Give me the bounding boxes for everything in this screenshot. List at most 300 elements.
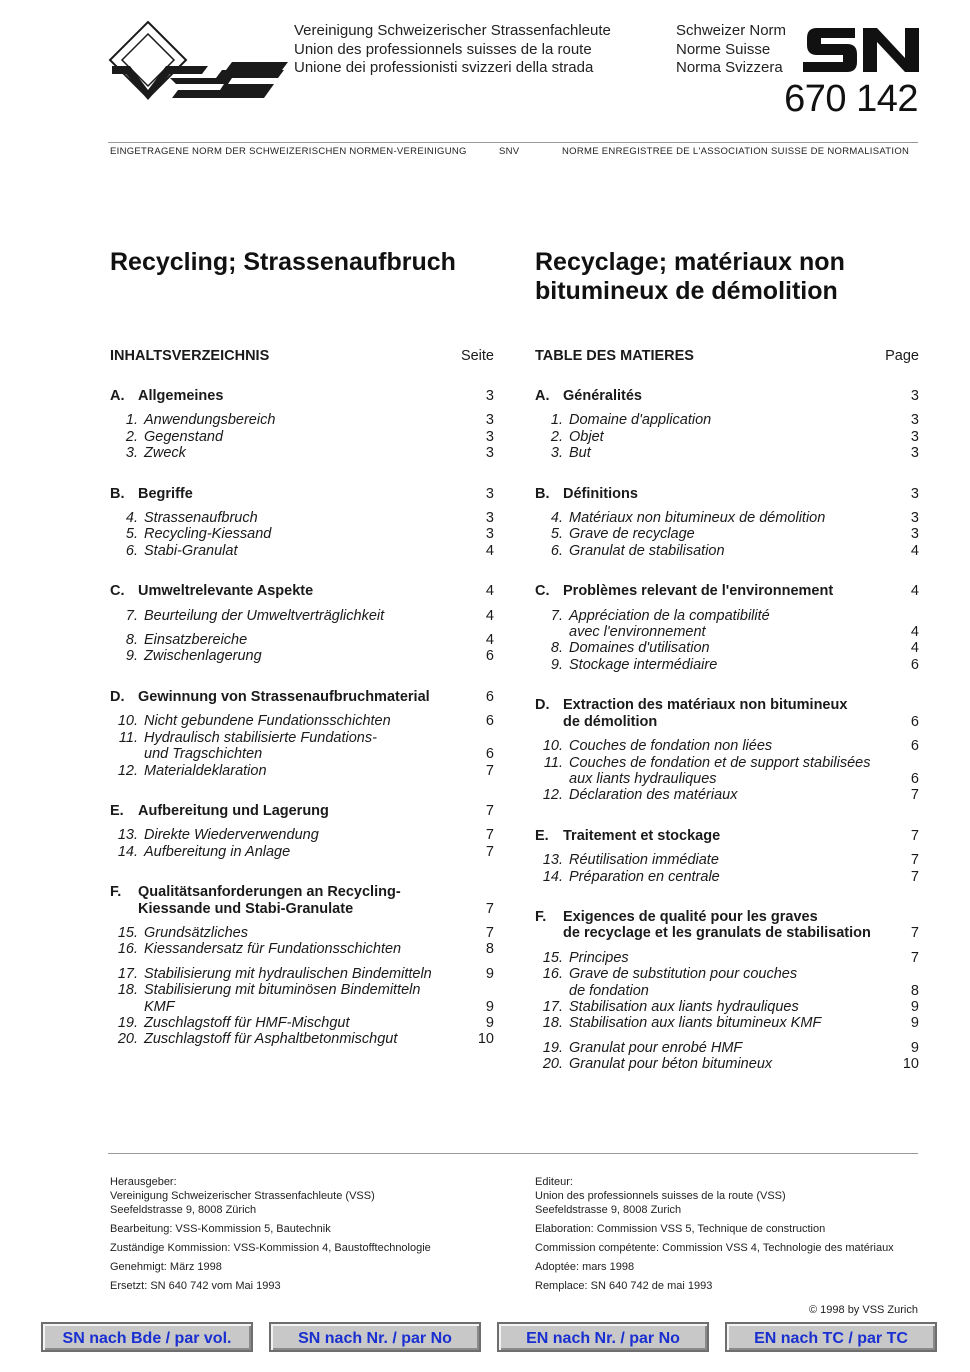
toc-section-title-line: de recyclage et les granulats de stabilisation [563, 925, 871, 942]
norm-label-it: Norma Svizzera [676, 59, 783, 76]
imprint-line: Adoptée: mars 1998 [535, 1261, 635, 1273]
toc-entry[interactable] [110, 844, 494, 860]
toc-entry-number-cell [535, 852, 563, 868]
toc-section-title [563, 486, 889, 502]
toc-entry[interactable] [110, 445, 494, 461]
toc-section [110, 388, 494, 462]
toc-section-title-line: Définitions [563, 485, 638, 502]
toc-entry-page: 7 [910, 868, 919, 885]
toc-section-title [138, 583, 464, 599]
imprint-fr [535, 1175, 935, 1298]
toc-entry-page: 3 [485, 526, 494, 543]
toc-entry[interactable] [110, 713, 494, 729]
toc-entry-number: 18. [542, 1015, 563, 1032]
toc-entry-title-line: Stabi-Granulat [144, 542, 238, 559]
toc-entry-page: 7 [485, 843, 494, 860]
toc-entry-title-line: Stabilisation aux liants hydrauliques [569, 998, 799, 1015]
toc-section-letter: A. [110, 388, 125, 404]
toc-entry-page: 4 [485, 632, 494, 649]
toc-entry-page: 3 [485, 445, 494, 462]
toc-section-title-line: Umweltrelevante Aspekte [138, 583, 314, 600]
toc-entry[interactable] [535, 526, 919, 542]
toc-section-title [563, 697, 889, 730]
toc-entry-number-cell [110, 966, 138, 982]
toc-section [110, 583, 494, 665]
toc-section-title [138, 689, 464, 705]
title-fr [535, 248, 845, 306]
toc-entry[interactable] [535, 852, 919, 868]
imprint-line: Elaboration: Commission VSS 5, Technique de construction [535, 1223, 826, 1235]
toc-entry-title [138, 763, 464, 779]
toc-entry-title [138, 445, 464, 461]
toc-entry-number-cell [535, 543, 563, 559]
toc-entry-title [563, 1040, 889, 1056]
imprint-line: Bearbeitung: VSS-Kommission 5, Bautechnik [110, 1223, 331, 1235]
toc-section [535, 697, 919, 803]
toc-body [110, 388, 494, 1048]
toc-entry-title-line: Gegenstand [144, 428, 224, 445]
toc-entry-number: 17. [542, 998, 563, 1015]
toc-entry[interactable] [110, 827, 494, 843]
toc-section-page: 7 [910, 925, 919, 942]
toc-section-letter: B. [110, 485, 125, 502]
toc-section [110, 803, 494, 860]
toc-entry-page: 3 [910, 428, 919, 445]
toc-section-page: 3 [910, 485, 919, 502]
toc-entry-title-line: aux liants hydrauliques [569, 770, 717, 787]
toc-entry[interactable] [535, 445, 919, 461]
imprint-line: Herausgeber: [110, 1176, 177, 1188]
toc-entry-number-cell [535, 950, 563, 966]
toc-entry-number-cell [535, 787, 563, 803]
toc-entry-number: 14. [117, 843, 138, 860]
toc-entry-title-line: Appréciation de la compatibilité [569, 607, 770, 624]
toc-entry-page: 9 [910, 1039, 919, 1056]
toc-section-title-line: Extraction des matériaux non bitumineux [563, 697, 848, 714]
toc-entry-number-cell [110, 429, 138, 445]
toc-section-heading [110, 388, 494, 404]
toc-entry-title [138, 429, 464, 445]
registration-snv: SNV [499, 146, 520, 157]
toc-section-title-line: Begriffe [138, 485, 193, 502]
toc-entry-title [563, 787, 889, 803]
toc-entry-title [138, 844, 464, 860]
title-fr-line-2: bitumineux de démolition [535, 277, 838, 305]
imprint-line: Vereinigung Schweizerischer Strassenfachleute (VSS) [110, 1190, 375, 1202]
toc-entry-number: 2. [125, 428, 138, 445]
toc-entry-number: 19. [117, 1014, 138, 1031]
toc-entry[interactable] [110, 526, 494, 542]
toc-section [535, 909, 919, 1073]
toc-section-title [138, 803, 464, 819]
toc-header [535, 348, 919, 364]
toc-entry-number-cell [110, 1015, 138, 1031]
toc-entry-page: 7 [910, 949, 919, 966]
toc-entry[interactable] [110, 925, 494, 941]
toc-entry-title-line: Principes [569, 949, 629, 966]
toc-entry-title [138, 510, 464, 526]
toc-entry-number: 5. [550, 526, 563, 543]
toc-page-label: Seite [460, 348, 494, 364]
organization-names [294, 22, 611, 78]
toc-entry-title [563, 526, 889, 542]
toc-entry-number-cell [535, 999, 563, 1015]
toc-entry-page: 7 [910, 787, 919, 804]
toc-section-page: 3 [485, 485, 494, 502]
toc-section-title-line: Qualitätsanforderungen an Recycling- [138, 884, 401, 901]
toc-entry-number: 16. [117, 941, 138, 958]
toc-entry-page: 8 [910, 982, 919, 999]
toc-entry-page: 6 [485, 648, 494, 665]
toc-body [535, 388, 919, 1073]
toc-entry[interactable] [535, 429, 919, 445]
toc-entry-number: 6. [550, 542, 563, 559]
toc-section-heading [535, 909, 919, 942]
toc-entry-page: 9 [485, 1014, 494, 1031]
toc-entry-number-cell [110, 608, 138, 624]
nav-button-en-by-tc[interactable]: EN nach TC / par TC [725, 1322, 937, 1352]
toc-entry[interactable] [535, 640, 919, 656]
imprint-paragraph [110, 1241, 510, 1255]
toc-entry-number: 20. [542, 1056, 563, 1073]
toc-entry-number: 19. [542, 1039, 563, 1056]
header-rule [108, 142, 918, 143]
toc-entry[interactable] [535, 657, 919, 673]
toc-entry-title-line: avec l'environnement [569, 624, 706, 641]
toc-entry-number-cell [110, 844, 138, 860]
toc-section-heading [110, 486, 494, 502]
toc-entry-number: 12. [117, 762, 138, 779]
toc-entry-number: 3. [550, 445, 563, 462]
toc-entry-page: 7 [485, 827, 494, 844]
toc-entry-title [563, 966, 889, 999]
toc-entry-number: 13. [542, 852, 563, 869]
imprint-line: Ersetzt: SN 640 742 vom Mai 1993 [110, 1280, 281, 1292]
toc-entry-page: 10 [477, 1031, 494, 1048]
toc-entry-title [563, 445, 889, 461]
toc-entry[interactable] [535, 787, 919, 803]
imprint-paragraph [535, 1222, 935, 1236]
toc-section-letter: F. [110, 884, 122, 901]
toc-entry-title-line: Grundsätzliches [144, 924, 248, 941]
toc-section-title-line: Aufbereitung und Lagerung [138, 802, 329, 819]
toc-section-letter: B. [535, 485, 550, 502]
toc-entry[interactable] [110, 608, 494, 624]
toc-entry-number-cell [110, 925, 138, 941]
toc-entry-number: 6. [125, 542, 138, 559]
toc-entry-number: 5. [125, 526, 138, 543]
toc-entry-number-cell [535, 869, 563, 885]
toc-heading: INHALTSVERZEICHNIS [110, 348, 270, 364]
toc-entry-title [563, 852, 889, 868]
imprint-paragraph [535, 1279, 935, 1293]
toc-section-page: 7 [910, 827, 919, 844]
toc-entry-title-line: Hydraulisch stabilisierte Fundations- [144, 729, 377, 746]
toc-entry-title-line: Stockage intermédiaire [569, 656, 718, 673]
toc-entry-page: 3 [910, 445, 919, 462]
toc-entry-number-cell [535, 1040, 563, 1056]
toc-entry[interactable] [110, 1015, 494, 1031]
toc-entry-number: 13. [117, 827, 138, 844]
toc-section-title [138, 486, 464, 502]
toc-entry[interactable] [535, 755, 919, 788]
toc-entry[interactable] [535, 1015, 919, 1031]
toc-entry-number-cell [110, 510, 138, 526]
toc-entry-page: 10 [902, 1056, 919, 1073]
toc-entry[interactable] [110, 543, 494, 559]
toc-entry-number: 9. [550, 656, 563, 673]
toc-section-title-line: Allgemeines [138, 388, 224, 404]
toc-section-title-line: Exigences de qualité pour les graves [563, 908, 818, 925]
toc-entry-page: 6 [485, 746, 494, 763]
nav-button-sn-by-volume[interactable]: SN nach Bde / par vol. [41, 1322, 253, 1352]
toc-entry-number-cell [535, 510, 563, 526]
imprint-paragraph [535, 1175, 935, 1217]
toc-entry-title-line: Strassenaufbruch [144, 510, 258, 527]
toc-entry-number-cell [110, 412, 138, 428]
toc-entry-title [138, 1031, 464, 1047]
toc-entry-number-cell [535, 755, 563, 788]
toc-entry-title-line: Nicht gebundene Fundationsschichten [144, 713, 391, 730]
toc-entry-title [138, 941, 464, 957]
toc-entry-title [563, 755, 889, 788]
toc-entry-page: 9 [910, 1015, 919, 1032]
toc-entry[interactable] [110, 510, 494, 526]
toc-entry[interactable] [110, 982, 494, 1015]
toc-entry-page: 3 [485, 428, 494, 445]
toc-entry-number: 18. [117, 982, 138, 999]
imprint-line: Seefeldstrasse 9, 8008 Zürich [110, 1204, 257, 1216]
document-number: 670 142 [784, 78, 918, 120]
imprint-de [110, 1175, 510, 1298]
toc-entry-page: 3 [910, 412, 919, 429]
toc-entry-number-cell [535, 966, 563, 999]
table-of-contents-de [110, 348, 494, 1072]
imprint-paragraph [110, 1279, 510, 1293]
toc-entry[interactable] [535, 869, 919, 885]
toc-entry-title [563, 412, 889, 428]
toc-entry-title-line: Direkte Wiederverwendung [144, 827, 319, 844]
toc-section-letter: D. [110, 688, 125, 705]
nav-button-sn-by-number[interactable]: SN nach Nr. / par No [269, 1322, 481, 1352]
toc-entry-title [138, 412, 464, 428]
sn-logo-graphic [803, 24, 919, 74]
toc-entry-title [563, 999, 889, 1015]
toc-section-title [563, 909, 889, 942]
imprint-paragraph [535, 1241, 935, 1255]
toc-entry-title-line: Beurteilung der Umweltverträglichkeit [144, 607, 385, 624]
toc-entry-number-cell [110, 445, 138, 461]
toc-entry-title-line: Recycling-Kiessand [144, 526, 272, 543]
toc-entry-number-cell [535, 640, 563, 656]
toc-entry-title [563, 1015, 889, 1031]
toc-entry-title-line: Réutilisation immédiate [569, 852, 719, 869]
toc-entry-title [138, 648, 464, 664]
toc-header [110, 348, 494, 364]
imprint-line: Seefeldstrasse 9, 8008 Zurich [535, 1204, 682, 1216]
toc-section-page: 4 [485, 583, 494, 600]
toc-entry[interactable] [535, 950, 919, 966]
toc-entry-page: 7 [910, 852, 919, 869]
toc-entry-number: 1. [125, 412, 138, 429]
toc-section-letter: C. [110, 583, 125, 600]
toc-entry-number-cell [110, 526, 138, 542]
toc-entry[interactable] [110, 632, 494, 648]
toc-section [110, 486, 494, 560]
toc-entry-title-line: Anwendungsbereich [144, 412, 276, 429]
toc-entry[interactable] [535, 608, 919, 641]
toc-entry-title-line: Grave de recyclage [569, 526, 695, 543]
toc-entry[interactable] [110, 941, 494, 957]
toc-entry-title-line: Aufbereitung in Anlage [144, 843, 291, 860]
toc-section-page: 7 [485, 802, 494, 819]
toc-entry-page: 3 [910, 510, 919, 527]
toc-entry-page: 4 [910, 624, 919, 641]
toc-entry-number: 3. [125, 445, 138, 462]
toc-entry-title [563, 657, 889, 673]
toc-section-letter: E. [535, 827, 549, 844]
toc-section-title-line: Généralités [563, 388, 642, 404]
toc-entry-title [563, 640, 889, 656]
toc-entry[interactable] [110, 730, 494, 763]
toc-section-heading [110, 583, 494, 599]
toc-entry-title-line: Couches de fondation et de support stabilisées [569, 754, 871, 771]
toc-entry-page: 9 [485, 998, 494, 1015]
toc-entry-title [563, 543, 889, 559]
imprint-paragraph [110, 1175, 510, 1217]
toc-entry-title-line: Objet [569, 428, 604, 445]
toc-entry-number-cell [535, 1015, 563, 1031]
toc-entry-title-line: Zuschlagstoff für Asphaltbetonmischgut [144, 1031, 398, 1048]
toc-entry-title-line: Grave de substitution pour couches [569, 966, 798, 983]
toc-entry-title-line: Einsatzbereiche [144, 632, 248, 649]
toc-entry-title [138, 982, 464, 1015]
toc-section-letter: F. [535, 908, 547, 925]
toc-entry[interactable] [535, 1040, 919, 1056]
toc-section-letter: E. [110, 802, 124, 819]
toc-entry-title-line: Déclaration des matériaux [569, 787, 738, 804]
toc-entry-number-cell [110, 982, 138, 1015]
toc-section-page: 3 [485, 388, 494, 404]
imprint-line: Editeur: [535, 1176, 573, 1188]
toc-entry[interactable] [110, 412, 494, 428]
toc-entry-title [138, 827, 464, 843]
toc-entry[interactable] [110, 429, 494, 445]
toc-entry-title [563, 510, 889, 526]
toc-entry[interactable] [110, 763, 494, 779]
toc-entry-number: 4. [125, 510, 138, 527]
toc-section-title [563, 828, 889, 844]
toc-section-heading [535, 486, 919, 502]
toc-section-heading [535, 583, 919, 599]
toc-entry-title-line: Domaine d'application [569, 412, 712, 429]
toc-entry-number-cell [110, 543, 138, 559]
toc-entry-number-cell [535, 429, 563, 445]
toc-entry-title-line: de fondation [569, 982, 649, 999]
org-name-de: Vereinigung Schweizerischer Strassenfachleute [294, 22, 611, 39]
toc-entry-number: 14. [542, 868, 563, 885]
toc-entry-title [563, 1056, 889, 1072]
nav-button-en-by-number[interactable]: EN nach Nr. / par No [497, 1322, 709, 1352]
toc-entry-title-line: Stabilisation aux liants bitumineux KMF [569, 1015, 822, 1032]
toc-entry-title-line: Granulat pour enrobé HMF [569, 1039, 743, 1056]
toc-entry[interactable] [110, 966, 494, 982]
vss-logo [108, 20, 288, 102]
toc-entry-title [563, 608, 889, 641]
toc-entry[interactable] [535, 738, 919, 754]
toc-entry-title-line: Domaines d'utilisation [569, 640, 710, 657]
toc-entry-title [563, 738, 889, 754]
imprint-line: Genehmigt: März 1998 [110, 1261, 222, 1273]
toc-entry-page: 7 [485, 924, 494, 941]
toc-entry-page: 3 [485, 412, 494, 429]
toc-page-label: Page [885, 348, 919, 364]
toc-entry-title [138, 925, 464, 941]
toc-entry-page: 4 [485, 542, 494, 559]
toc-entry-number-cell [110, 763, 138, 779]
toc-entry-page: 7 [485, 762, 494, 779]
toc-entry-title-line: Stabilisierung mit bituminösen Bindemitteln [144, 982, 421, 999]
toc-entry[interactable] [110, 1031, 494, 1047]
toc-entry-page: 9 [910, 998, 919, 1015]
toc-entry-number: 12. [542, 787, 563, 804]
toc-entry-title-line: Kiessandersatz für Fundationsschichten [144, 941, 402, 958]
toc-entry-title-line: Granulat de stabilisation [569, 542, 725, 559]
toc-entry-number: 20. [117, 1031, 138, 1048]
toc-entry[interactable] [535, 543, 919, 559]
toc-entry-title [138, 966, 464, 982]
toc-entry[interactable] [535, 999, 919, 1015]
toc-entry[interactable] [535, 966, 919, 999]
toc-entry-page: 3 [485, 510, 494, 527]
toc-section-title-line: de démolition [563, 713, 658, 730]
toc-entry-number: 16. [542, 966, 563, 983]
toc-entry[interactable] [535, 510, 919, 526]
toc-section [535, 583, 919, 673]
norm-label-fr: Norme Suisse [676, 40, 771, 58]
toc-entry-title-line: Zuschlagstoff für HMF-Mischgut [144, 1014, 350, 1031]
toc-entry-title [138, 1015, 464, 1031]
toc-entry-title [138, 713, 464, 729]
toc-entry-page: 6 [485, 713, 494, 730]
title-fr-line-1: Recyclage; matériaux non [535, 248, 845, 276]
toc-entry-title [138, 543, 464, 559]
toc-section-title [563, 583, 889, 599]
imprint-paragraph [535, 1260, 935, 1274]
toc-entry-number-cell [110, 632, 138, 648]
toc-entry[interactable] [535, 412, 919, 428]
toc-section-heading [110, 884, 494, 917]
toc-entry-title-line: Zwischenlagerung [144, 648, 262, 665]
toc-entry-number: 8. [125, 632, 138, 649]
toc-entry-number: 7. [125, 607, 138, 624]
norm-label-de: Schweizer Norm [676, 22, 787, 39]
toc-entry-number: 8. [550, 640, 563, 657]
toc-entry-page: 9 [485, 965, 494, 982]
toc-entry[interactable] [110, 648, 494, 664]
toc-entry[interactable] [535, 1056, 919, 1072]
toc-entry-number: 10. [117, 713, 138, 730]
imprint-line: Commission compétente: Commission VSS 4, Technologie des matériaux [535, 1242, 894, 1254]
toc-entry-title-line: KMF [144, 998, 175, 1015]
title-de: Recycling; Strassenaufbruch [110, 248, 456, 276]
toc-section-heading [535, 388, 919, 404]
toc-entry-number: 17. [117, 965, 138, 982]
toc-section [535, 828, 919, 885]
toc-entry-title-line: Granulat pour béton bitumineux [569, 1056, 773, 1073]
vss-logo-graphic [108, 20, 288, 102]
toc-entry-title-line: Couches de fondation non liées [569, 738, 773, 755]
